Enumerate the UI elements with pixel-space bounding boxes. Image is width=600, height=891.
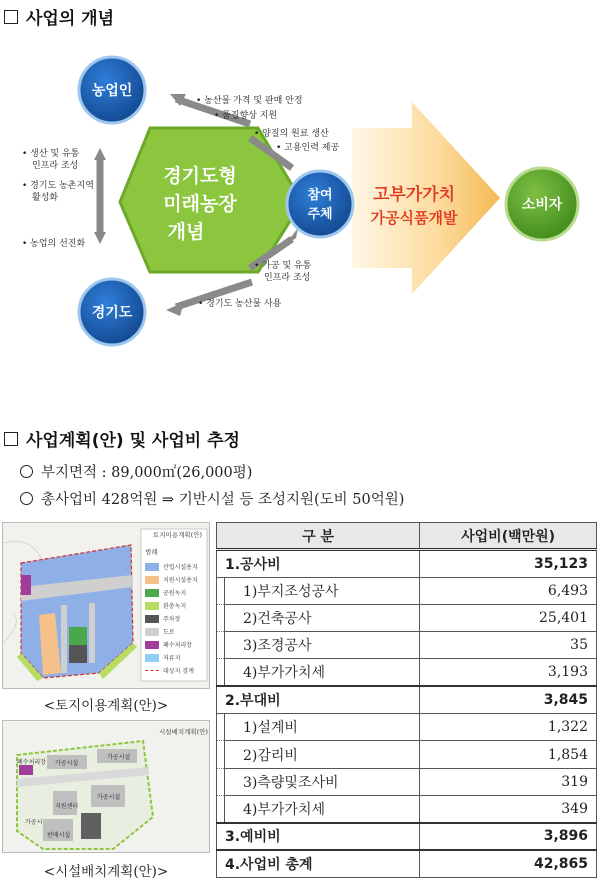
cost-indent-cell <box>217 659 225 686</box>
legend-label: 공원녹지 <box>163 590 187 597</box>
label-employ: • 고용인력 제공 <box>276 143 340 153</box>
cost-value-cell: 3,193 <box>420 659 597 686</box>
legend-swatch <box>145 654 159 662</box>
checkbox-square-icon <box>4 432 18 446</box>
facility-layout-header: 시설배치계획(안) <box>159 728 209 736</box>
consumer-label: 소비자 <box>521 197 563 213</box>
label-advance: • 농업의 선진화 <box>22 239 86 249</box>
label-raw: • 양질의 원료 생산 <box>254 129 329 139</box>
cost-indent-cell <box>217 741 225 768</box>
cost-subitem-row <box>217 659 597 686</box>
label-rural-1: • 경기도 농촌지역 <box>22 181 94 191</box>
cost-label-cell: 1.공사비 <box>217 550 420 577</box>
cost-subitem-row <box>217 795 597 822</box>
cost-label-cell: 3.예비비 <box>217 823 420 850</box>
participant-label-2: 주체 <box>307 207 333 222</box>
section1-title-text: 사업의 개념 <box>26 9 115 29</box>
legend-swatch <box>145 628 159 636</box>
legend-label: 도로 <box>163 629 175 636</box>
legend-label: 완충녹지 <box>163 603 187 610</box>
land-use-legend <box>145 560 205 677</box>
value-label-1: 고부가가치 <box>372 185 456 205</box>
cost-subitem-row <box>217 714 597 741</box>
province-label: 경기도 <box>91 305 133 321</box>
cost-label-cell: 1)부지조성공사 <box>225 577 420 604</box>
site-area-line <box>20 461 252 482</box>
legend-label: 폐수처리장 <box>163 642 192 649</box>
legend-item <box>145 612 205 625</box>
cost-label-cell: 2.부대비 <box>217 686 420 713</box>
land-use-map <box>2 522 210 689</box>
concept-diagram <box>0 32 600 402</box>
facility-label-4: 지원센터 <box>55 803 79 810</box>
land-use-map-caption: <토지이용계획(안)> <box>43 698 169 714</box>
cost-label-cell: 3)측량및조사비 <box>225 768 420 795</box>
cost-indent-cell <box>217 632 225 659</box>
legend-swatch <box>145 589 159 597</box>
cost-category-row <box>217 550 597 577</box>
land-use-legend-title: 범례 <box>145 548 158 556</box>
cost-indent-cell <box>217 604 225 631</box>
label-price: • 농산물 가격 및 판매 안정 <box>196 96 303 106</box>
project-cost-table <box>216 522 597 878</box>
legend-item <box>145 599 205 612</box>
facility-label-1: 가공시설 <box>55 760 79 767</box>
facility-label-3: 가공시설 <box>97 794 121 801</box>
label-infra-right-2: 인프라 조성 <box>264 273 311 283</box>
cost-label-cell: 2)감리비 <box>225 741 420 768</box>
facility-layout-map <box>2 720 210 853</box>
cost-subitem-row <box>217 741 597 768</box>
section2-title <box>4 426 240 451</box>
section2-title-text: 사업계획(안) 및 사업비 추정 <box>26 431 240 451</box>
legend-swatch <box>145 602 159 610</box>
cost-indent-cell <box>217 768 225 795</box>
cost-subitem-row <box>217 768 597 795</box>
section1-title <box>4 4 114 29</box>
cost-header-category: 구 분 <box>217 523 420 550</box>
facility-label-0: 폐수처리장 <box>17 759 46 766</box>
cost-label-cell: 4.사업비 총계 <box>217 850 420 877</box>
total-cost-text: 총사업비 428억원 ⇒ 기반시설 등 조성지원(도비 50억원) <box>41 492 405 508</box>
legend-label: 대상지 경계 <box>163 668 194 675</box>
cost-indent-cell <box>217 795 225 822</box>
cost-indent-cell <box>217 577 225 604</box>
label-infra-right-1: • 가공 및 유통 <box>254 261 312 271</box>
legend-item <box>145 664 205 677</box>
center-label-3: 개념 <box>167 221 205 243</box>
facility-label-6: 가공시 <box>25 819 43 826</box>
cost-value-cell: 1,854 <box>420 741 597 768</box>
label-infra-left-1: • 생산 및 유통 <box>22 149 80 159</box>
legend-item <box>145 651 205 664</box>
legend-label: 저류지 <box>163 655 181 662</box>
center-label-1: 경기도형 <box>163 165 237 187</box>
cost-value-cell: 3,845 <box>420 686 597 713</box>
facility-label-2: 가공시설 <box>107 754 131 761</box>
value-label-2: 가공식품개발 <box>370 209 458 227</box>
legend-swatch <box>145 641 159 649</box>
participant-label-1: 참여 <box>307 188 333 203</box>
total-cost-line <box>20 488 404 509</box>
facility-layout-drawing <box>3 721 210 853</box>
legend-item <box>145 638 205 651</box>
legend-item <box>145 573 205 586</box>
cost-value-cell: 349 <box>420 795 597 822</box>
legend-label: 지원시설용지 <box>163 577 198 584</box>
legend-label: 산업시설용지 <box>163 564 198 571</box>
label-infra-left-2: 인프라 조성 <box>32 161 79 171</box>
label-quality: • 품질향상 지원 <box>214 111 278 121</box>
facility-label-5: 판매시설 <box>47 832 71 839</box>
facility-layout-caption: <시설배치계획(안)> <box>43 864 169 880</box>
cost-value-cell: 35,123 <box>420 550 597 577</box>
cost-label-cell: 2)건축공사 <box>225 604 420 631</box>
circle-bullet-icon <box>20 492 33 505</box>
legend-item <box>145 625 205 638</box>
cost-subitem-row <box>217 604 597 631</box>
land-use-map-header: 토지이용계획(안) <box>153 531 203 539</box>
cost-total-row <box>217 850 597 877</box>
legend-swatch <box>145 670 159 671</box>
cost-subitem-row <box>217 632 597 659</box>
cost-value-cell: 319 <box>420 768 597 795</box>
site-area-text: 부지면적 : 89,000㎡(26,000평) <box>41 465 253 481</box>
cost-label-cell: 1)설계비 <box>225 714 420 741</box>
checkbox-square-icon <box>4 10 18 24</box>
label-use: • 경기도 농산물 사용 <box>198 299 282 309</box>
legend-swatch <box>145 576 159 584</box>
participant-node <box>287 171 353 237</box>
cost-value-cell: 6,493 <box>420 577 597 604</box>
cost-header-amount: 사업비(백만원) <box>420 523 597 550</box>
cost-value-cell: 42,865 <box>420 850 597 877</box>
cost-value-cell: 25,401 <box>420 604 597 631</box>
cost-label-cell: 3)조경공사 <box>225 632 420 659</box>
cost-indent-cell <box>217 714 225 741</box>
cost-value-cell: 35 <box>420 632 597 659</box>
legend-swatch <box>145 563 159 571</box>
label-rural-2: 활성화 <box>32 193 59 203</box>
center-label-2: 미래농장 <box>163 193 237 215</box>
cost-category-row <box>217 686 597 713</box>
legend-item <box>145 560 205 573</box>
cost-label-cell: 4)부가가치세 <box>225 795 420 822</box>
cost-category-row <box>217 823 597 850</box>
cost-value-cell: 1,322 <box>420 714 597 741</box>
farmer-label: 농업인 <box>91 83 133 99</box>
cost-value-cell: 3,896 <box>420 823 597 850</box>
cost-subitem-row <box>217 577 597 604</box>
cost-label-cell: 4)부가가치세 <box>225 659 420 686</box>
legend-swatch <box>145 615 159 623</box>
circle-bullet-icon <box>20 465 33 478</box>
legend-label: 주차장 <box>163 616 181 623</box>
legend-item <box>145 586 205 599</box>
